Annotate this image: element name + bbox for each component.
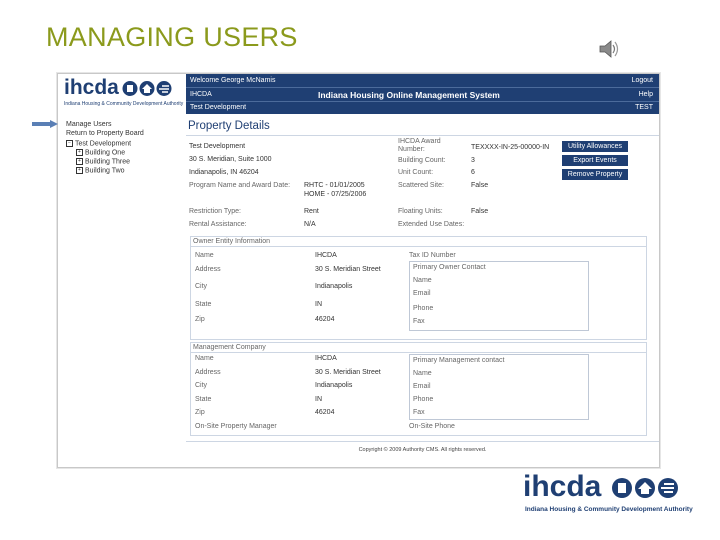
rental-value: N/A — [304, 221, 316, 228]
onsite-phone-label: On-Site Phone — [409, 423, 455, 430]
return-link[interactable]: Return to Property Board — [66, 130, 144, 137]
expand-icon[interactable]: + — [76, 158, 83, 165]
building-count-label: Building Count: — [398, 157, 446, 164]
expand-icon[interactable]: + — [76, 149, 83, 156]
help-link[interactable]: Help — [638, 91, 653, 98]
mgmt-address-value: 30 S. Meridian Street — [315, 369, 381, 376]
export-events-button[interactable]: Export Events — [562, 155, 628, 166]
property-city: Indianapolis, IN 46204 — [189, 169, 259, 176]
scattered-label: Scattered Site: — [398, 182, 444, 189]
collapse-icon[interactable]: − — [66, 140, 73, 147]
mgmt-city-label: City — [195, 382, 208, 389]
rental-label: Rental Assistance: — [189, 221, 247, 228]
owner-contact-name: Name — [413, 277, 432, 284]
app-header — [186, 74, 659, 114]
onsite-manager-label: On-Site Property Manager — [195, 423, 277, 430]
program-value-2: HOME - 07/25/2006 — [304, 191, 367, 198]
current-property: Test Development — [190, 104, 247, 111]
copyright: Copyright © 2009 Authority CMS. All rights reserved. — [358, 447, 487, 453]
mgmt-contact-fax: Fax — [413, 409, 425, 416]
logo-word: ihcda — [64, 76, 119, 99]
owner-zip-value: 46204 — [315, 316, 335, 323]
main-content — [186, 118, 659, 467]
bottom-logo-word: ihcda — [523, 470, 602, 503]
restriction-label: Restriction Type: — [189, 208, 242, 215]
unit-count-value: 6 — [471, 169, 475, 176]
tree-item-building[interactable] — [76, 158, 130, 165]
mgmt-state-label: State — [195, 396, 212, 403]
house-icon — [122, 80, 182, 97]
program-value-1: RHTC - 01/01/2005 — [304, 182, 365, 189]
tree-item-building[interactable] — [76, 167, 125, 174]
mgmt-city-value: Indianapolis — [315, 382, 353, 389]
owner-state-label: State — [195, 301, 212, 308]
tree-label: Test Development — [75, 140, 132, 148]
mgmt-zip-value: 46204 — [315, 409, 335, 416]
slide-title: MANAGING USERS — [46, 22, 298, 52]
scattered-value: False — [471, 182, 489, 189]
manage-users-link[interactable]: Manage Users — [66, 121, 112, 128]
owner-heading: Owner Entity Information — [193, 238, 271, 245]
unit-count-label: Unit Count: — [398, 169, 434, 176]
owner-contact-phone: Phone — [413, 305, 434, 312]
owner-name-label: Name — [195, 252, 214, 259]
page-title: Property Details — [188, 120, 270, 132]
owner-contact-fax: Fax — [413, 318, 425, 325]
property-name: Test Development — [189, 143, 246, 150]
tree-label: Building One — [85, 149, 126, 157]
program-label: Program Name and Award Date: — [189, 182, 291, 189]
tree-label: Building Three — [85, 158, 131, 166]
mgmt-state-value: IN — [315, 396, 322, 403]
mgmt-contact-name: Name — [413, 370, 432, 377]
arrow-icon — [32, 120, 58, 128]
logo-subtitle: Indiana Housing & Community Development Authority — [64, 101, 184, 107]
owner-contact-heading: Primary Owner Contact — [413, 264, 486, 271]
owner-city-value: Indianapolis — [315, 283, 353, 290]
bottom-logo — [523, 470, 693, 520]
property-code: TEST — [635, 104, 653, 111]
expand-icon[interactable]: + — [76, 167, 83, 174]
house-icon — [611, 477, 691, 499]
award-label: IHCDA Award — [398, 138, 441, 145]
mgmt-address-label: Address — [195, 369, 221, 376]
mgmt-name-label: Name — [195, 355, 214, 362]
mgmt-contact-box — [409, 354, 589, 420]
mgmt-name-value: IHCDA — [315, 355, 337, 362]
logout-link[interactable]: Logout — [631, 77, 653, 84]
utility-allowances-button[interactable]: Utility Allowances — [562, 141, 628, 152]
owner-state-value: IN — [315, 301, 322, 308]
owner-zip-label: Zip — [195, 316, 205, 323]
mgmt-zip-label: Zip — [195, 409, 205, 416]
owner-contact-email: Email — [413, 290, 431, 297]
owner-name-value: IHCDA — [315, 252, 337, 259]
speaker-icon[interactable] — [598, 38, 622, 60]
owner-contact-box — [409, 261, 589, 331]
building-count-value: 3 — [471, 157, 475, 164]
tree-item-property[interactable] — [66, 140, 131, 147]
management-panel — [190, 342, 647, 436]
system-title: Indiana Housing Online Management System — [318, 90, 500, 100]
ihcda-logo — [58, 74, 185, 114]
mgmt-contact-email: Email — [413, 383, 431, 390]
app-screenshot — [57, 73, 660, 468]
owner-address-value: 30 S. Meridian Street — [315, 266, 381, 273]
remove-property-button[interactable]: Remove Property — [562, 169, 628, 180]
org-name: IHCDA — [190, 91, 212, 98]
award-value: TEXXXX-IN-25-00000-IN — [471, 144, 550, 151]
taxid-label: Tax ID Number — [409, 252, 456, 259]
extended-label: Extended Use Dates: — [398, 221, 465, 228]
management-heading: Management Company — [193, 344, 266, 351]
owner-city-label: City — [195, 283, 208, 290]
owner-panel — [190, 236, 647, 340]
tree-item-building[interactable] — [76, 149, 125, 156]
floating-label: Floating Units: — [398, 208, 443, 215]
restriction-value: Rent — [304, 208, 319, 215]
welcome-text: Welcome George McNamis — [190, 77, 276, 84]
mgmt-contact-heading: Primary Management contact — [413, 357, 505, 364]
floating-value: False — [471, 208, 489, 215]
mgmt-contact-phone: Phone — [413, 396, 434, 403]
bottom-logo-subtitle: Indiana Housing & Community Development Authority — [525, 506, 693, 513]
property-address: 30 S. Meridian, Suite 1000 — [189, 156, 272, 163]
tree-label: Building Two — [85, 167, 125, 175]
award-label-2: Number: — [398, 146, 425, 153]
owner-address-label: Address — [195, 266, 221, 273]
